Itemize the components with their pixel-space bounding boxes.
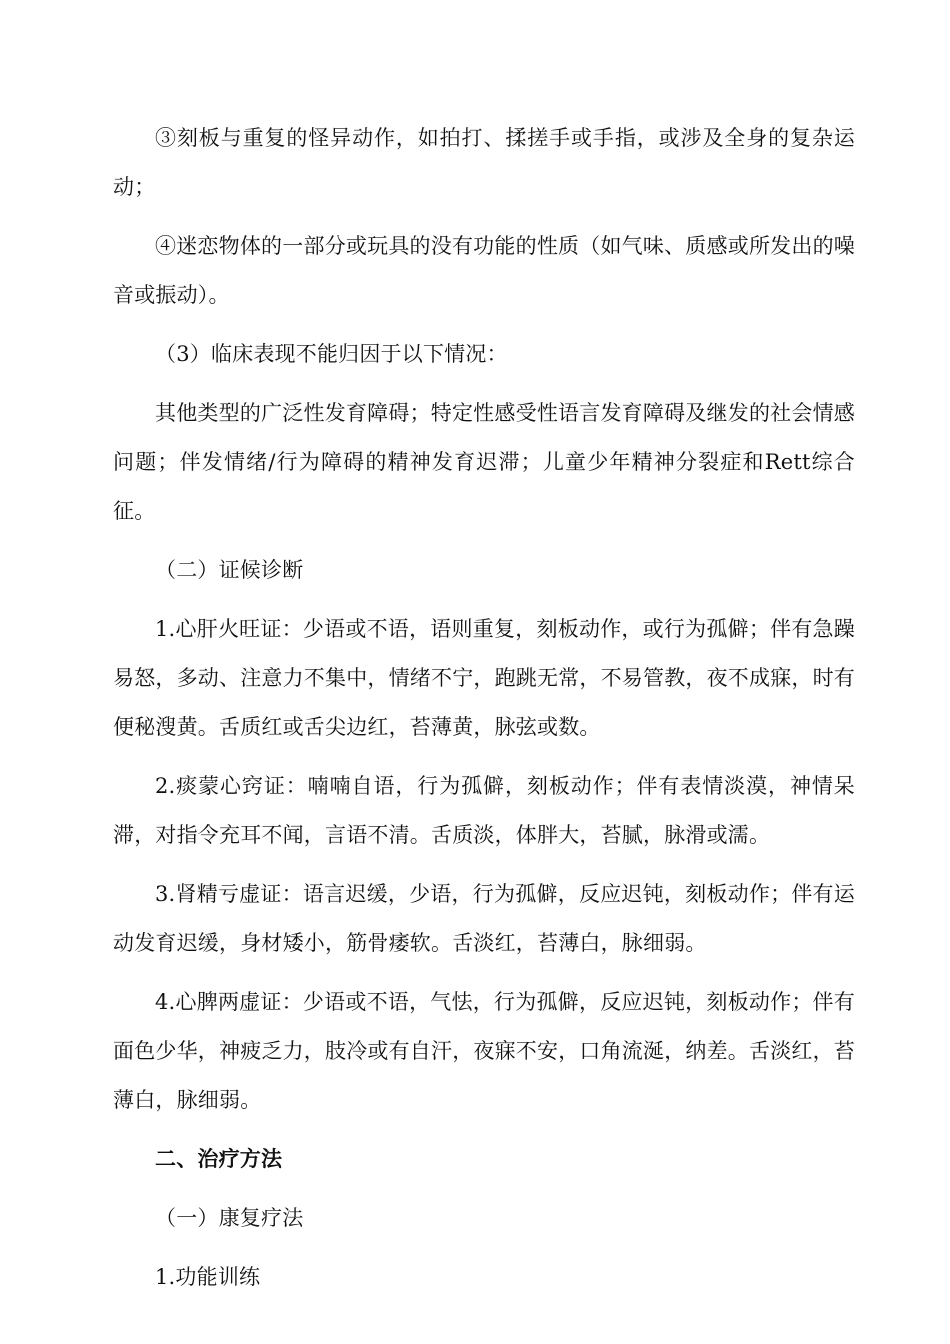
item-heading-functional-training: 1.功能训练 — [155, 1265, 261, 1289]
section-heading-treatment-methods: 二、治疗方法 — [155, 1147, 283, 1171]
paragraph-repetitive-behaviors: ③刻板与重复的怪异动作，如拍打、揉搓手或手指，或涉及全身的复杂运动； — [113, 126, 855, 199]
paragraph-kidney-essence-deficiency: 3.肾精亏虚证：语言迟缓，少语，行为孤僻，反应迟钝，刻板动作；伴有运动发育迟缓，身材矮小，筋骨痿软。舌淡红，苔薄白，脉细弱。 — [113, 882, 855, 955]
paragraph-heart-spleen-deficiency: 4.心脾两虚证：少语或不语，气怯，行为孤僻，反应迟钝，刻板动作；伴有面色少华，神疲乏力，肢冷或有自汗，夜寐不安，口角流涎，纳差。舌淡红，苔薄白，脉细弱。 — [113, 990, 855, 1112]
paragraph-exclusion-criteria-heading: （3）临床表现不能归因于以下情况： — [155, 342, 508, 366]
paragraph-heart-liver-fire: 1.心肝火旺证：少语或不语，语则重复，刻板动作，或行为孤僻；伴有急躁易怒，多动、注意力不集中，情绪不宁，跑跳无常，不易管教，夜不成寐，时有便秘溲黄。舌质红或舌尖边红，苔薄黄，脉弦或数。 — [113, 617, 855, 739]
paragraph-exclusion-criteria: 其他类型的广泛性发育障碍；特定性感受性语言发育障碍及继发的社会情感问题；伴发情绪/行为障碍的精神发育迟滞；儿童少年精神分裂症和Rett综合征。 — [113, 401, 855, 523]
document-body — [113, 114, 855, 1312]
section-heading-syndrome-diagnosis: （二）证候诊断 — [155, 558, 304, 582]
paragraph-object-fixation: ④迷恋物体的一部分或玩具的没有功能的性质（如气味、质感或所发出的噪音或振动）。 — [113, 234, 855, 307]
subsection-heading-rehabilitation: （一）康复疗法 — [155, 1206, 304, 1230]
paragraph-phlegm-clouding-heart: 2.痰蒙心窍证：喃喃自语，行为孤僻，刻板动作；伴有表情淡漠，神情呆滞，对指令充耳不闻，言语不清。舌质淡，体胖大，苔腻，脉滑或濡。 — [113, 774, 855, 847]
